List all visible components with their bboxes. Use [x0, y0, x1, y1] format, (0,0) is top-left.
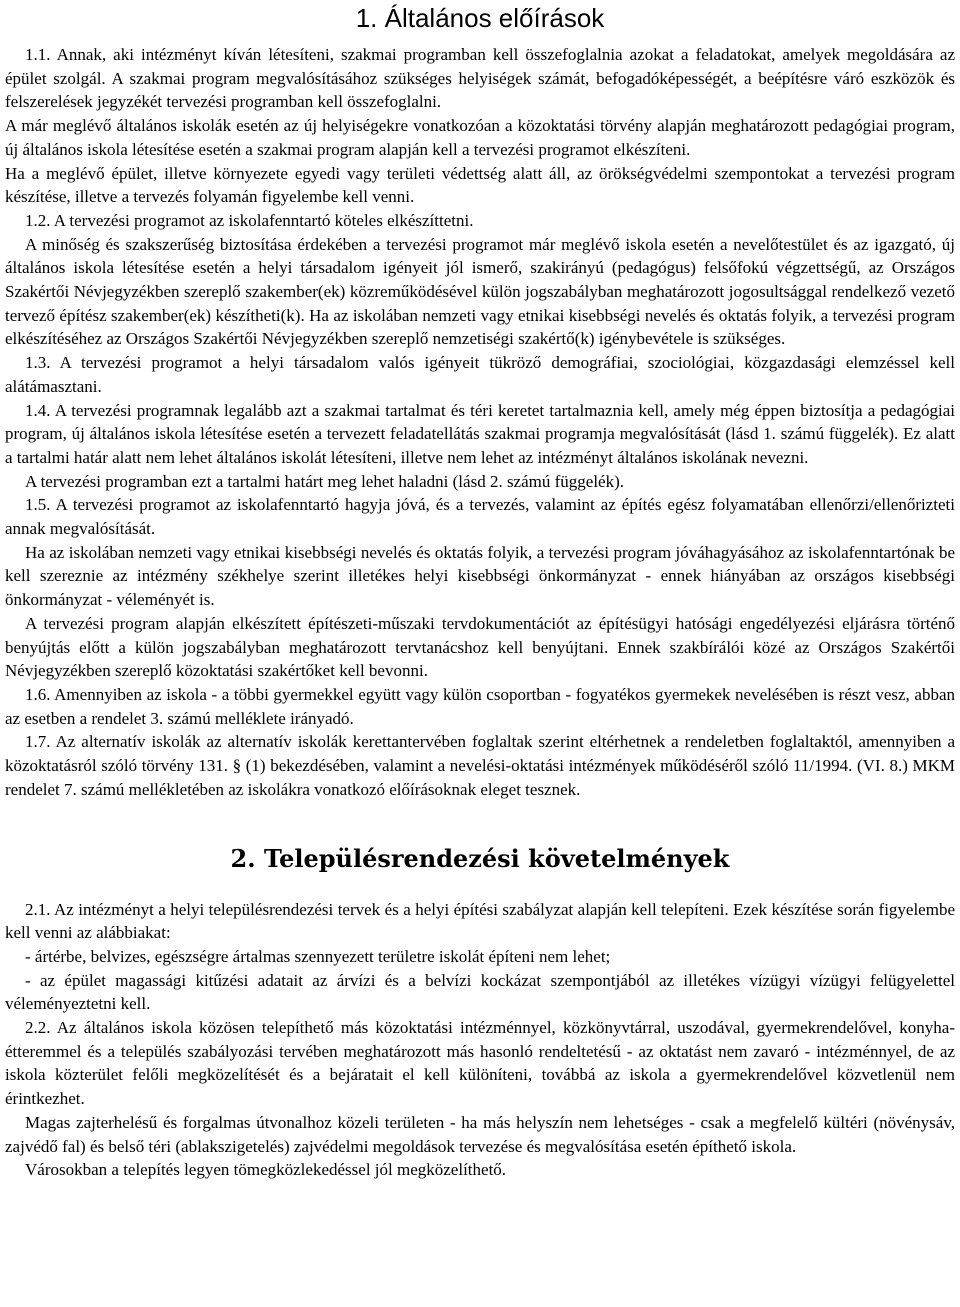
section-2-body: [5, 898, 955, 1182]
paragraph-1-2: 1.2. A tervezési programot az iskolafenntartó köteles elkészíttetni.: [25, 210, 474, 230]
paragraph-1-4: 1.4. A tervezési programnak legalább azt a szakmai tartalmat és téri keretet tartalmaznia kell, amely még éppen biztosítja a pedagógiai program, új általános iskola létesítése esetén a tervezett feladatellátás szakmai programja megvalósítását (lásd 1. számú függelék). Ez alatt a tartalmi határ alatt nem lehet általános iskolát létesíteni, illetve nem lehet az intézményt általános iskolának nevezni.: [5, 400, 955, 467]
paragraph-1-5: 1.5. A tervezési programot az iskolafenntartó hagyja jóvá, és a tervezés, valamint az építés egész folyamatában ellenőrzi/ellenőrizteti annak megvalósítását.: [5, 495, 955, 539]
paragraph-2-1-item-1: - ártérbe, belvizes, egészségre ártalmas szennyezett területre iskolát építeni nem lehet;: [25, 946, 611, 966]
paragraph-1-1: 1.1. Annak, aki intézményt kíván létesíteni, szakmai programban kell összefoglalnia azokat a feladatokat, amelyek megoldására az épület szolgál. A szakmai program megvalósításához szükséges helyiségek számát, befogadóképességét, a beépítésre váró eszközök és felszerelések jegyzékét tervezési programban kell összefoglalni.: [5, 45, 955, 112]
paragraph-1-2-b: A minőség és szakszerűség biztosítása érdekében a tervezési programot már meglévő iskola esetén a nevelőtestület és az igazgató, új általános iskola létesítése esetén a helyi társadalom igényeit jól ismerő, szakirányú (pedagógus) felsőfokú végzettségű, az Országos Szakértői Névjegyzékben szereplő szakember(ek) közreműködésével külön jogszabályban meghatározott jogosultsággal rendelkező vezető tervező építész szakember(ek) készítheti(k). Ha az iskolában nemzeti vagy etnikai kisebbségi nevelés és oktatás folyik, a tervezési program elkészítéséhez az Országos Szakértői Névjegyzékben szereplő nemzetiségi szakértő(k) igénybevétele is szükséges.: [5, 234, 955, 349]
section-1-title: 1. Általános előírások: [355, 3, 605, 33]
paragraph-1-1-b: A már meglévő általános iskolák esetén az új helyiségekre vonatkozóan a közoktatási törvény alapján meghatározott pedagógiai program, új általános iskola létesítése esetén a szakmai program alapján kell a tervezési programot elkészíteni.: [5, 116, 955, 159]
paragraph-2-2-b: Magas zajterhelésű és forgalmas útvonalhoz közeli területen - ha más helyszín nem lehetséges - csak a megfelelő kültéri (növénysáv, zajvédő fal) és belső téri (ablakszigetelés) zajvédelmi megoldások tervezése és megvalósítása esetén építhető iskola.: [5, 1112, 955, 1156]
paragraph-1-3: 1.3. A tervezési programot a helyi társadalom valós igényeit tükröző demográfiai, szociológiai, közgazdasági elemzéssel kell alátámasztani.: [5, 353, 955, 396]
paragraph-2-2: 2.2. Az általános iskola közösen telepíthető más közoktatási intézménnyel, közkönyvtárral, uszodával, gyermekrendelővel, konyha-étteremmel és a település szabályozási tervében meghatározott más hasonló rendeltetésű - az oktatást nem zavaró - intézménnyel, de az iskola közterület felőli megközelítését és a bejáratait el kell különíteni, továbbá az iskola a gyermekrendelővel közvetlenül nem érintkezhet.: [5, 1018, 955, 1109]
paragraph-1-5-c: A tervezési program alapján elkészített építészeti-műszaki tervdokumentációt az építésügyi hatósági engedélyezési eljárásra történő benyújtás előtt a külön jogszabályban meghatározott tervtanácshoz kell benyújtani. Ennek szakbírálói közé az Országos Szakértői Névjegyzékben szereplő közoktatási szakértőket kell bevonni.: [5, 613, 955, 681]
paragraph-2-1-item-2: - az épület magassági kitűzési adatait az árvízi és a belvízi kockázat szempontjából az illetékes vízügyi vízügyi felügyelettel véleményeztetni kell.: [5, 970, 955, 1014]
section-1-body: [5, 43, 955, 802]
paragraph-2-1: 2.1. Az intézményt a helyi településrendezési tervek és a helyi építési szabályzat alapján kell telepíteni. Ezek készítése során figyelembe kell venni az alábbiakat:: [5, 899, 955, 943]
paragraph-1-7: 1.7. Az alternatív iskolák az alternatív iskolák kerettantervében foglaltak szerint eltérhetnek a rendeletben foglaltaktól, amennyiben a közoktatásról szóló törvény 131. § (1) bekezdésében, valamint a nevelési-oktatási intézmények működéséről szóló 11/1994. (VI. 8.) MKM rendelet 7. számú mellékletében az iskolákra vonatkozó előírásoknak eleget tesznek.: [5, 732, 955, 799]
paragraph-1-5-b: Ha az iskolában nemzeti vagy etnikai kisebbségi nevelés és oktatás folyik, a tervezési program jóváhagyásához az iskolafenntartónak be kell szereznie az intézmény székhelye szerint illetékes helyi kisebbségi önkormányzat - ennek hiányában az országos kisebbségi önkormányzat - véleményét is.: [5, 542, 955, 610]
paragraph-1-4-b: A tervezési programban ezt a tartalmi határt meg lehet haladni (lásd 2. számú függelék).: [25, 471, 625, 491]
paragraph-1-6: 1.6. Amennyiben az iskola - a többi gyermekkel együtt vagy külön csoportban - fogyatékos gyermekek nevelésében is részt vesz, abban az esetben a rendelet 3. számú melléklete irányadó.: [5, 684, 955, 728]
paragraph-2-2-c: Városokban a telepítés legyen tömegközlekedéssel jól megközelíthető.: [25, 1160, 507, 1180]
paragraph-1-1-c: Ha a meglévő épület, illetve környezete egyedi vagy területi védettség alatt áll, az örökségvédelmi szempontokat a tervezési program készítése, illetve a tervezés folyamán figyelembe kell venni.: [5, 163, 955, 207]
section-2-title: 2. Településrendezési követelmények: [230, 843, 730, 873]
